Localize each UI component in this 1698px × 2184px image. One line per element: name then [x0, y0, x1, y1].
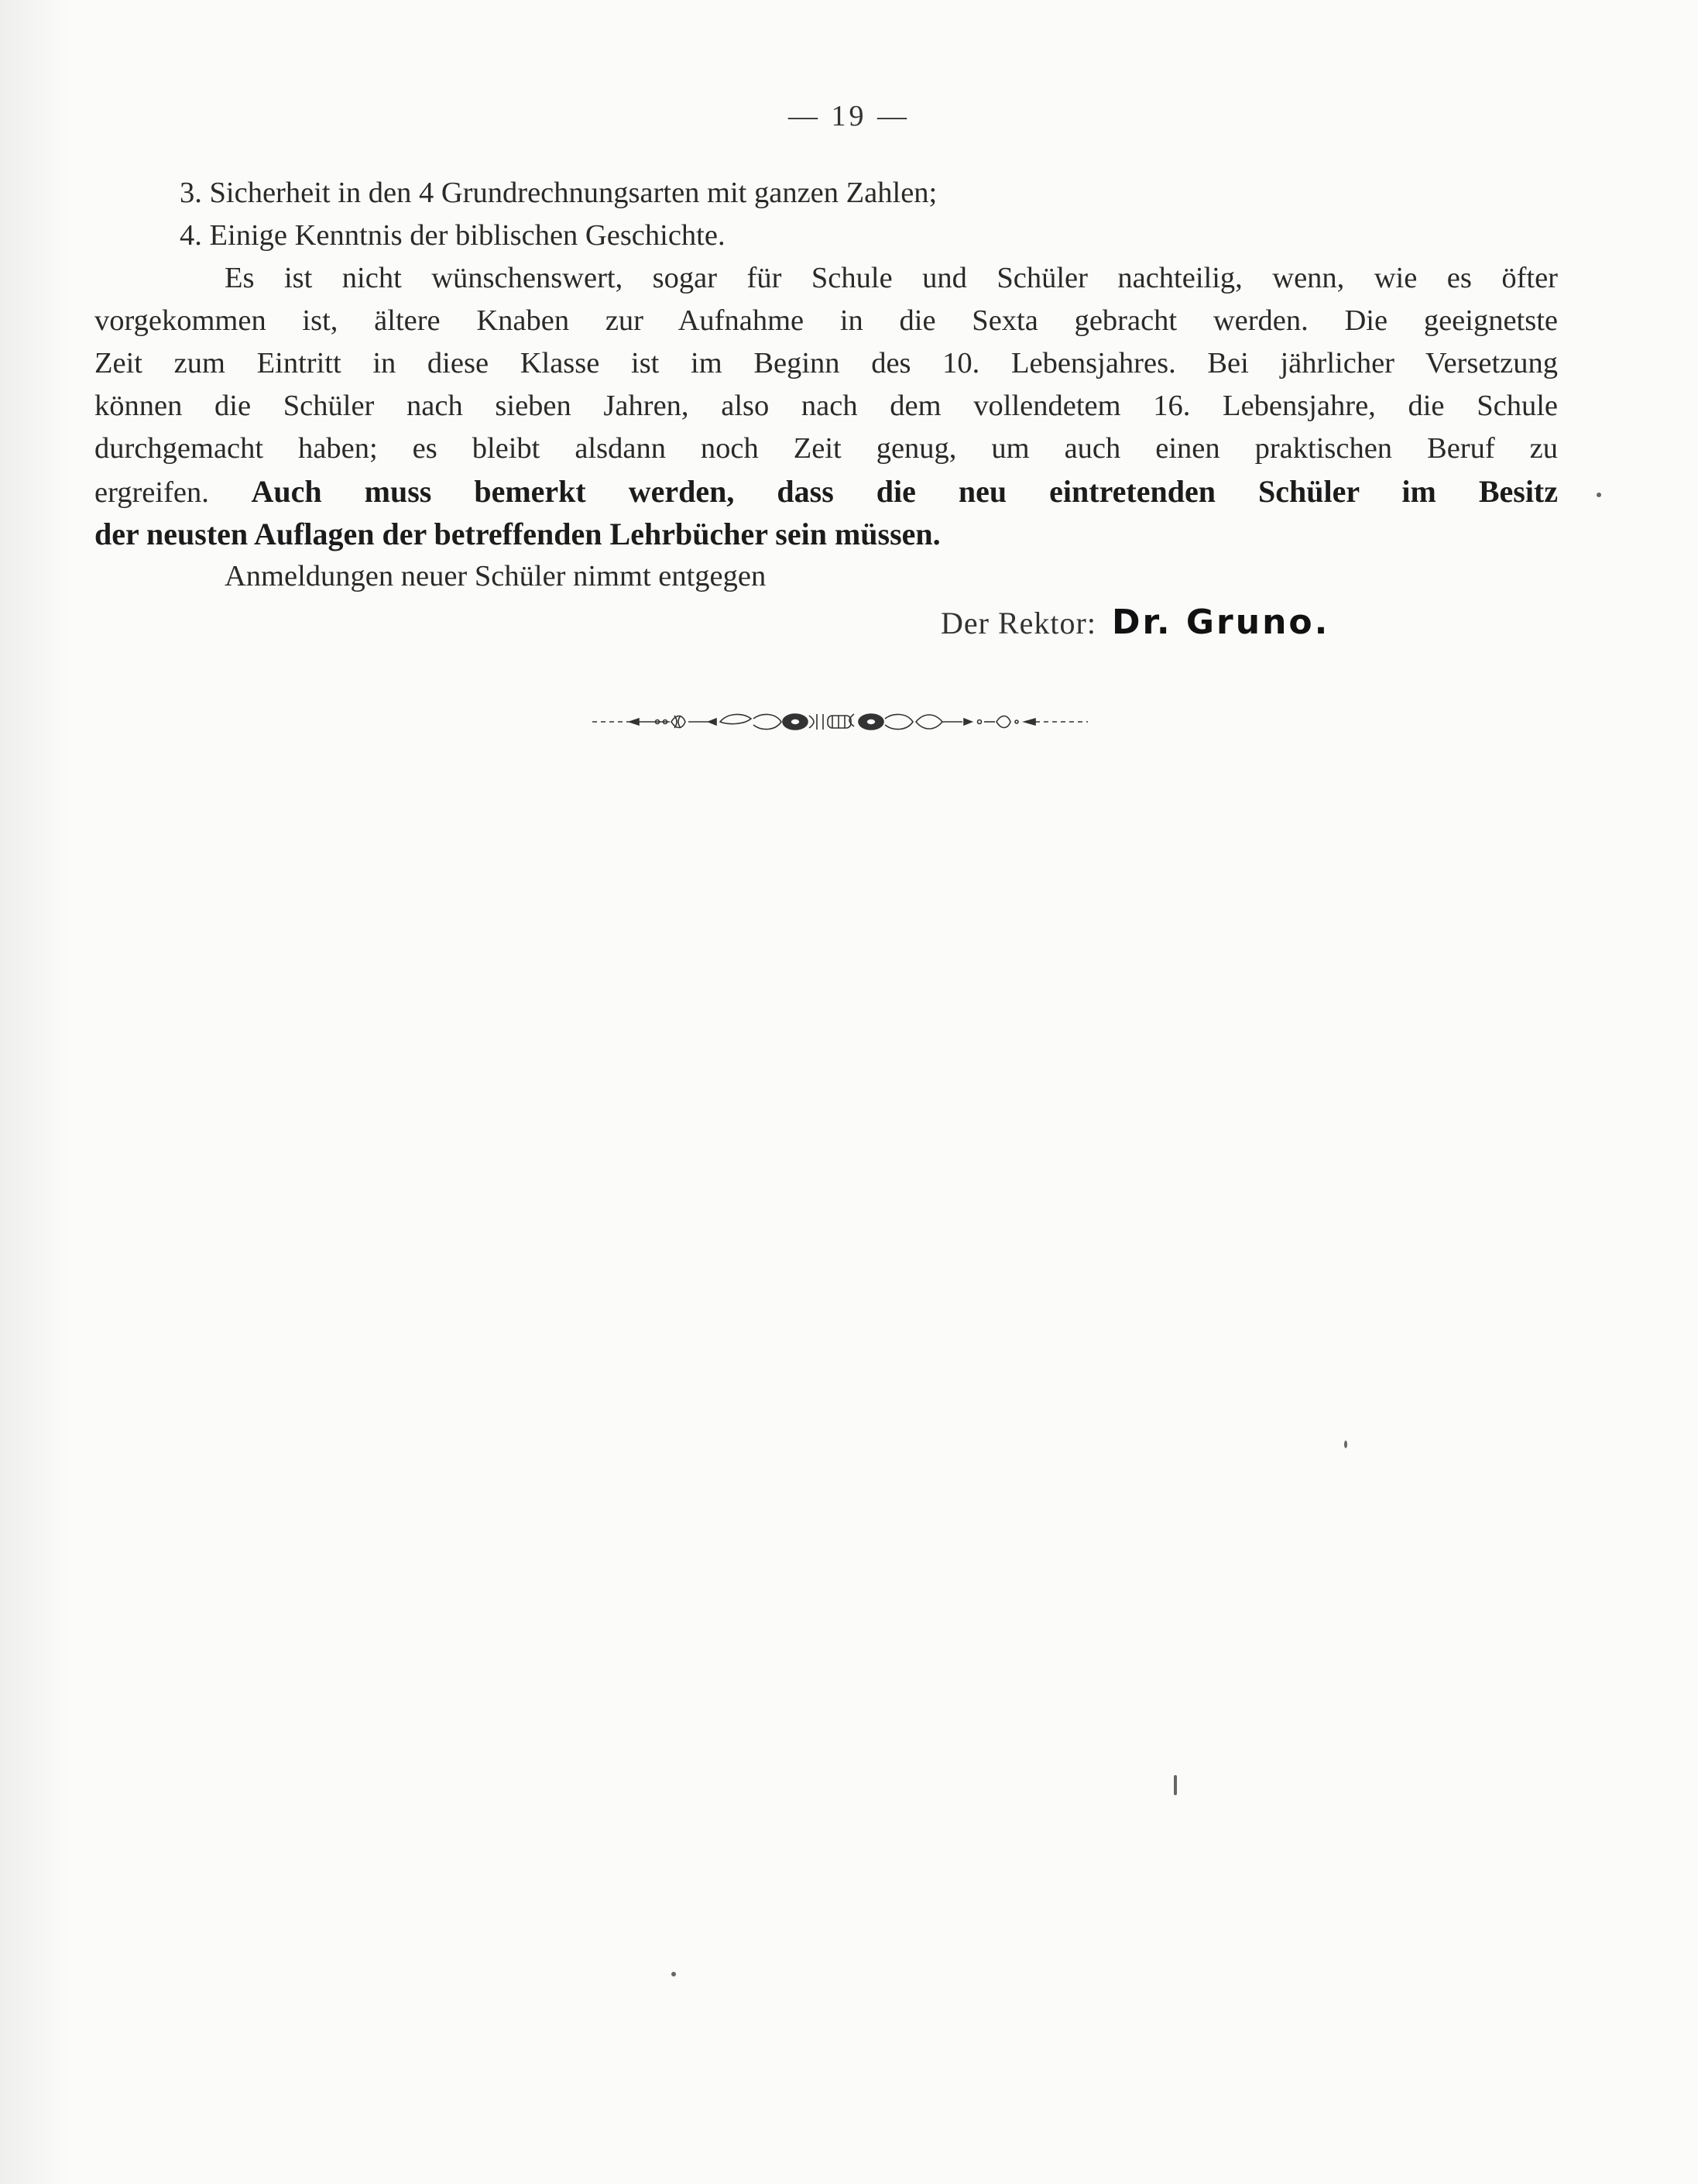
paragraph-text-end: ergreifen. [94, 476, 209, 509]
bold-notice-part-2: der neusten Auflagen der betreffenden Lehrbücher sein müssen. [94, 517, 941, 551]
decorative-divider-icon [592, 706, 1088, 737]
paper-speck-1 [1597, 493, 1601, 497]
bold-notice-part-1: Auch muss bemerkt werden, dass die neu eintretenden Schüler im Besitz [251, 474, 1559, 509]
registration-note: Anmeldungen neuer Schüler nimmt entgegen [225, 560, 767, 592]
list-item-4: 4. Einige Kenntnis der biblischen Geschichte. [180, 219, 726, 252]
signature [941, 603, 1329, 642]
body-text [94, 172, 1558, 598]
paper-speck-4 [671, 1972, 676, 1976]
page-number: — 19 — [788, 100, 910, 132]
paragraph-line-4: können die Schüler nach sieben Jahren, also nach dem vollendetem 16. Lebensjahre, die Schule [94, 390, 1558, 422]
paragraph-line-2: vorgekommen ist, ältere Knaben zur Aufnahme in die Sexta gebracht werden. Die geeignetste [94, 304, 1558, 337]
signature-label: Der Rektor: [941, 606, 1096, 640]
list-item-3: 3. Sicherheit in den 4 Grundrechnungsarten mit ganzen Zahlen; [180, 177, 938, 209]
paper-speck-3 [1174, 1775, 1177, 1795]
paragraph-line-3: Zeit zum Eintritt in diese Klasse ist im Beginn des 10. Lebensjahres. Bei jährlicher Versetzung [94, 347, 1558, 379]
paragraph-line-1: Es ist nicht wünschenswert, sogar für Schule und Schüler nachteilig, wenn, wie es öfter [225, 262, 1558, 294]
paragraph-line-6 [94, 470, 1558, 513]
signature-name: Dr. Gruno. [1111, 603, 1330, 642]
paper-speck-2 [1344, 1441, 1347, 1448]
page-edge-shadow [0, 0, 70, 2184]
paragraph-line-5: durchgemacht haben; es bleibt alsdann noch Zeit genug, um auch einen praktischen Beruf zu [94, 432, 1558, 465]
